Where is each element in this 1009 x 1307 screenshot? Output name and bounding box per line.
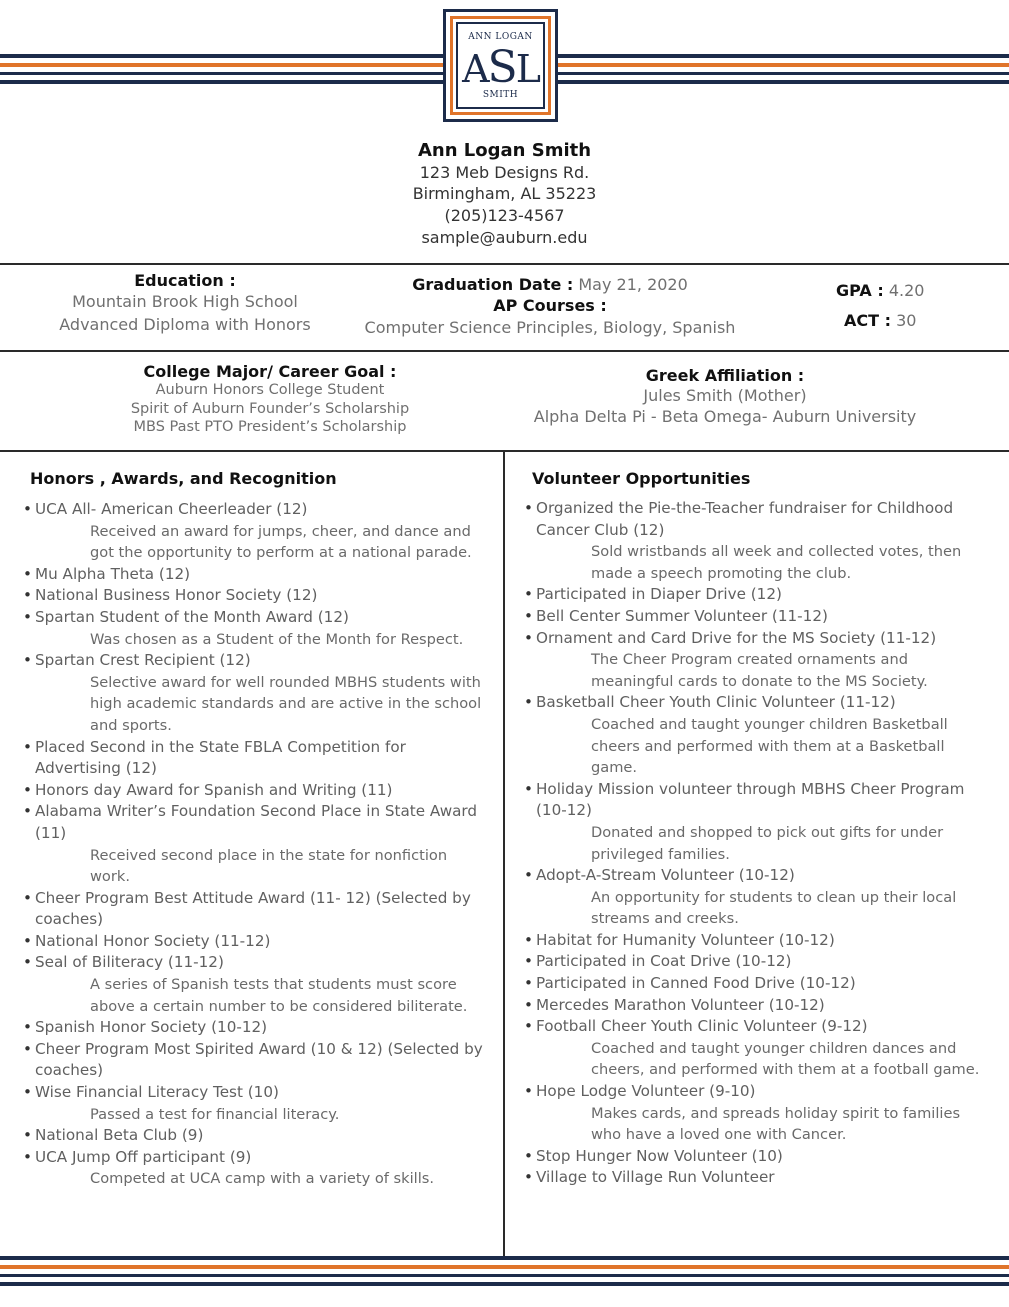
email: sample@auburn.edu [421, 228, 588, 247]
ap-courses-label: AP Courses : [493, 296, 607, 315]
volunteer-item [524, 865, 984, 930]
volunteer-item-description: An opportunity for students to clean up their local streams and creeks. [591, 888, 957, 928]
honor-item-description: Was chosen as a Student of the Month for Respect. [90, 630, 464, 648]
college-block [70, 362, 470, 437]
honor-item-text: UCA All- American Cheerleader (12) [35, 500, 308, 518]
honor-item-text: National Honor Society (11-12) [35, 931, 271, 950]
volunteer-item-text: Stop Hunger Now Volunteer (10) [536, 1146, 783, 1165]
volunteer-item-text: Adopt-A-Stream Volunteer (10-12) [536, 866, 795, 885]
volunteer-item-text: Participated in Diaper Drive (12) [536, 585, 782, 604]
college-line: MBS Past PTO President’s Scholarship [133, 419, 407, 435]
honor-item [23, 564, 483, 586]
volunteer-item [524, 628, 984, 693]
volunteer-item [524, 951, 984, 973]
honor-item [23, 780, 483, 802]
volunteer-item-description: Coached and taught younger children Basketball cheers and performed with them at a Basketball game. [591, 715, 948, 777]
volunteer-item-text: Habitat for Humanity Volunteer (10-12) [536, 930, 835, 949]
volunteer-item-text: Mercedes Marathon Volunteer (10-12) [536, 995, 825, 1014]
column-divider [503, 452, 505, 1256]
honor-item-description: Received an award for jumps, cheer, and dance and got the opportunity to perform at a national parade. [90, 522, 472, 562]
honor-item-text: Cheer Program Most Spirited Award (10 & 12) (Selected by coaches) [35, 1039, 483, 1080]
volunteer-item [524, 584, 984, 606]
gpa: GPA : 4.20 [836, 281, 925, 300]
school-name: Mountain Brook High School [72, 292, 298, 311]
volunteer-item [524, 1016, 984, 1081]
education-label: Education : [134, 271, 236, 290]
volunteer-item [524, 1167, 984, 1189]
volunteer-item-text: Participated in Canned Food Drive (10-12) [536, 974, 856, 993]
volunteer-item [524, 930, 984, 952]
honor-item-text: National Beta Club (9) [35, 1126, 204, 1145]
graduation-date: May 21, 2020 [578, 275, 688, 294]
honor-item [23, 607, 483, 650]
honor-item-description: Passed a test for financial literacy. [90, 1105, 340, 1123]
phone: (205)123-4567 [444, 206, 565, 225]
volunteer-item [524, 692, 984, 778]
volunteer-list [524, 498, 984, 1189]
honor-item [23, 888, 483, 931]
honor-item-text: Spanish Honor Society (10-12) [35, 1018, 268, 1037]
college-label: College Major/ Career Goal : [143, 362, 397, 381]
applicant-name: Ann Logan Smith [417, 140, 592, 161]
honors-list [23, 499, 483, 1190]
honor-item-text: Honors day Award for Spanish and Writing (11) [35, 780, 393, 799]
honor-item [23, 737, 483, 780]
monogram-top-text: ANN LOGAN [468, 32, 533, 42]
volunteer-item-description: Coached and taught younger children dances and cheers, and performed with them at a football game. [591, 1039, 980, 1079]
divider [0, 263, 1009, 265]
honor-item [23, 952, 483, 1017]
volunteer-item [524, 973, 984, 995]
honor-item-text: Cheer Program Best Attitude Award (11- 12) (Selected by coaches) [35, 888, 471, 929]
ap-courses: Computer Science Principles, Biology, Spanish [364, 318, 736, 337]
act: ACT : 30 [844, 311, 917, 330]
honor-item-text: Alabama Writer’s Foundation Second Place in State Award (11) [35, 802, 478, 842]
honor-item-text: Seal of Biliteracy (11-12) [35, 953, 224, 972]
honor-item [23, 801, 483, 887]
honor-item [23, 585, 483, 607]
honor-item [23, 1017, 483, 1039]
greek-line-2: Alpha Delta Pi - Beta Omega- Auburn University [533, 407, 917, 426]
diploma: Advanced Diploma with Honors [59, 315, 311, 334]
college-line: Spirit of Auburn Founder’s Scholarship [130, 400, 410, 417]
honor-item-description: Competed at UCA camp with a variety of skills. [90, 1170, 435, 1188]
honor-item [23, 499, 483, 564]
honor-item-text: National Business Honor Society (12) [35, 586, 318, 605]
monogram-logo [443, 9, 558, 122]
volunteer-item-text: Organized the Pie-the-Teacher fundraiser for Childhood Cancer Club (12) [536, 499, 954, 539]
volunteer-item [524, 779, 984, 865]
divider [0, 350, 1009, 352]
honor-item-text: Wise Financial Literacy Test (10) [35, 1083, 279, 1102]
greek-block [500, 366, 950, 427]
volunteer-item [524, 995, 984, 1017]
volunteer-title: Volunteer Opportunities [532, 469, 751, 488]
volunteer-item [524, 498, 984, 584]
college-line: Auburn Honors College Student [155, 382, 385, 398]
honor-item-description: A series of Spanish tests that students must score above a certain number to be considered biliterate. [90, 976, 468, 1015]
honor-item-text: UCA Jump Off participant (9) [35, 1147, 252, 1166]
volunteer-item [524, 1081, 984, 1146]
volunteer-item-text: Basketball Cheer Youth Clinic Volunteer (11-12) [536, 693, 896, 712]
volunteer-item [524, 1146, 984, 1168]
honor-item [23, 650, 483, 736]
honor-item-text: Spartan Crest Recipient (12) [35, 651, 251, 670]
honor-item [23, 1039, 483, 1082]
graduation-block [340, 275, 760, 337]
greek-line-1: Jules Smith (Mother) [643, 386, 807, 405]
honors-title: Honors , Awards, and Recognition [30, 469, 337, 488]
honor-item-text: Mu Alpha Theta (12) [35, 564, 191, 583]
honor-item-text: Spartan Student of the Month Award (12) [35, 607, 349, 626]
volunteer-item-text: Bell Center Summer Volunteer (11-12) [536, 606, 828, 625]
volunteer-item-text: Village to Village Run Volunteer [536, 1168, 775, 1187]
honor-item [23, 1125, 483, 1147]
volunteer-item-text: Participated in Coat Drive (10-12) [536, 952, 792, 971]
honor-item-text: Placed Second in the State FBLA Competition for Advertising (12) [35, 737, 406, 778]
monogram-initials: ASL [462, 42, 539, 93]
volunteer-item-text: Ornament and Card Drive for the MS Society (11-12) [536, 628, 937, 647]
address-line-2: Birmingham, AL 35223 [412, 184, 597, 203]
volunteer-item-description: The Cheer Program created ornaments and meaningful cards to donate to the MS Society. [591, 651, 928, 690]
volunteer-item-description: Sold wristbands all week and collected votes, then made a speech promoting the club. [591, 543, 962, 582]
bottom-stripe-2 [0, 1265, 1009, 1269]
honor-item-description: Selective award for well rounded MBHS students with high academic standards and are active in the school and sports. [90, 673, 482, 734]
honor-item [23, 931, 483, 953]
honor-item [23, 1082, 483, 1125]
honor-item-description: Received second place in the state for nonfiction work. [90, 846, 448, 886]
volunteer-item-text: Hope Lodge Volunteer (9-10) [536, 1082, 756, 1101]
honor-item [23, 1147, 483, 1190]
monogram-bottom-text: SMITH [482, 90, 519, 100]
volunteer-item-description: Makes cards, and spreads holiday spirit to families who have a loved one with Cancer. [591, 1104, 961, 1144]
volunteer-item-description: Donated and shopped to pick out gifts for under privileged families. [591, 823, 944, 863]
bottom-stripe-4 [0, 1282, 1009, 1286]
bottom-stripe-1 [0, 1256, 1009, 1260]
greek-label: Greek Affiliation : [645, 366, 805, 385]
volunteer-item-text: Football Cheer Youth Clinic Volunteer (9-12) [536, 1017, 868, 1036]
bottom-stripe-3 [0, 1274, 1009, 1277]
education-block [30, 271, 340, 334]
graduation-label: Graduation Date : [412, 275, 574, 294]
volunteer-item-text: Holiday Mission volunteer through MBHS Cheer Program (10-12) [536, 779, 965, 820]
address-line-1: 123 Meb Designs Rd. [419, 163, 590, 182]
volunteer-item [524, 606, 984, 628]
